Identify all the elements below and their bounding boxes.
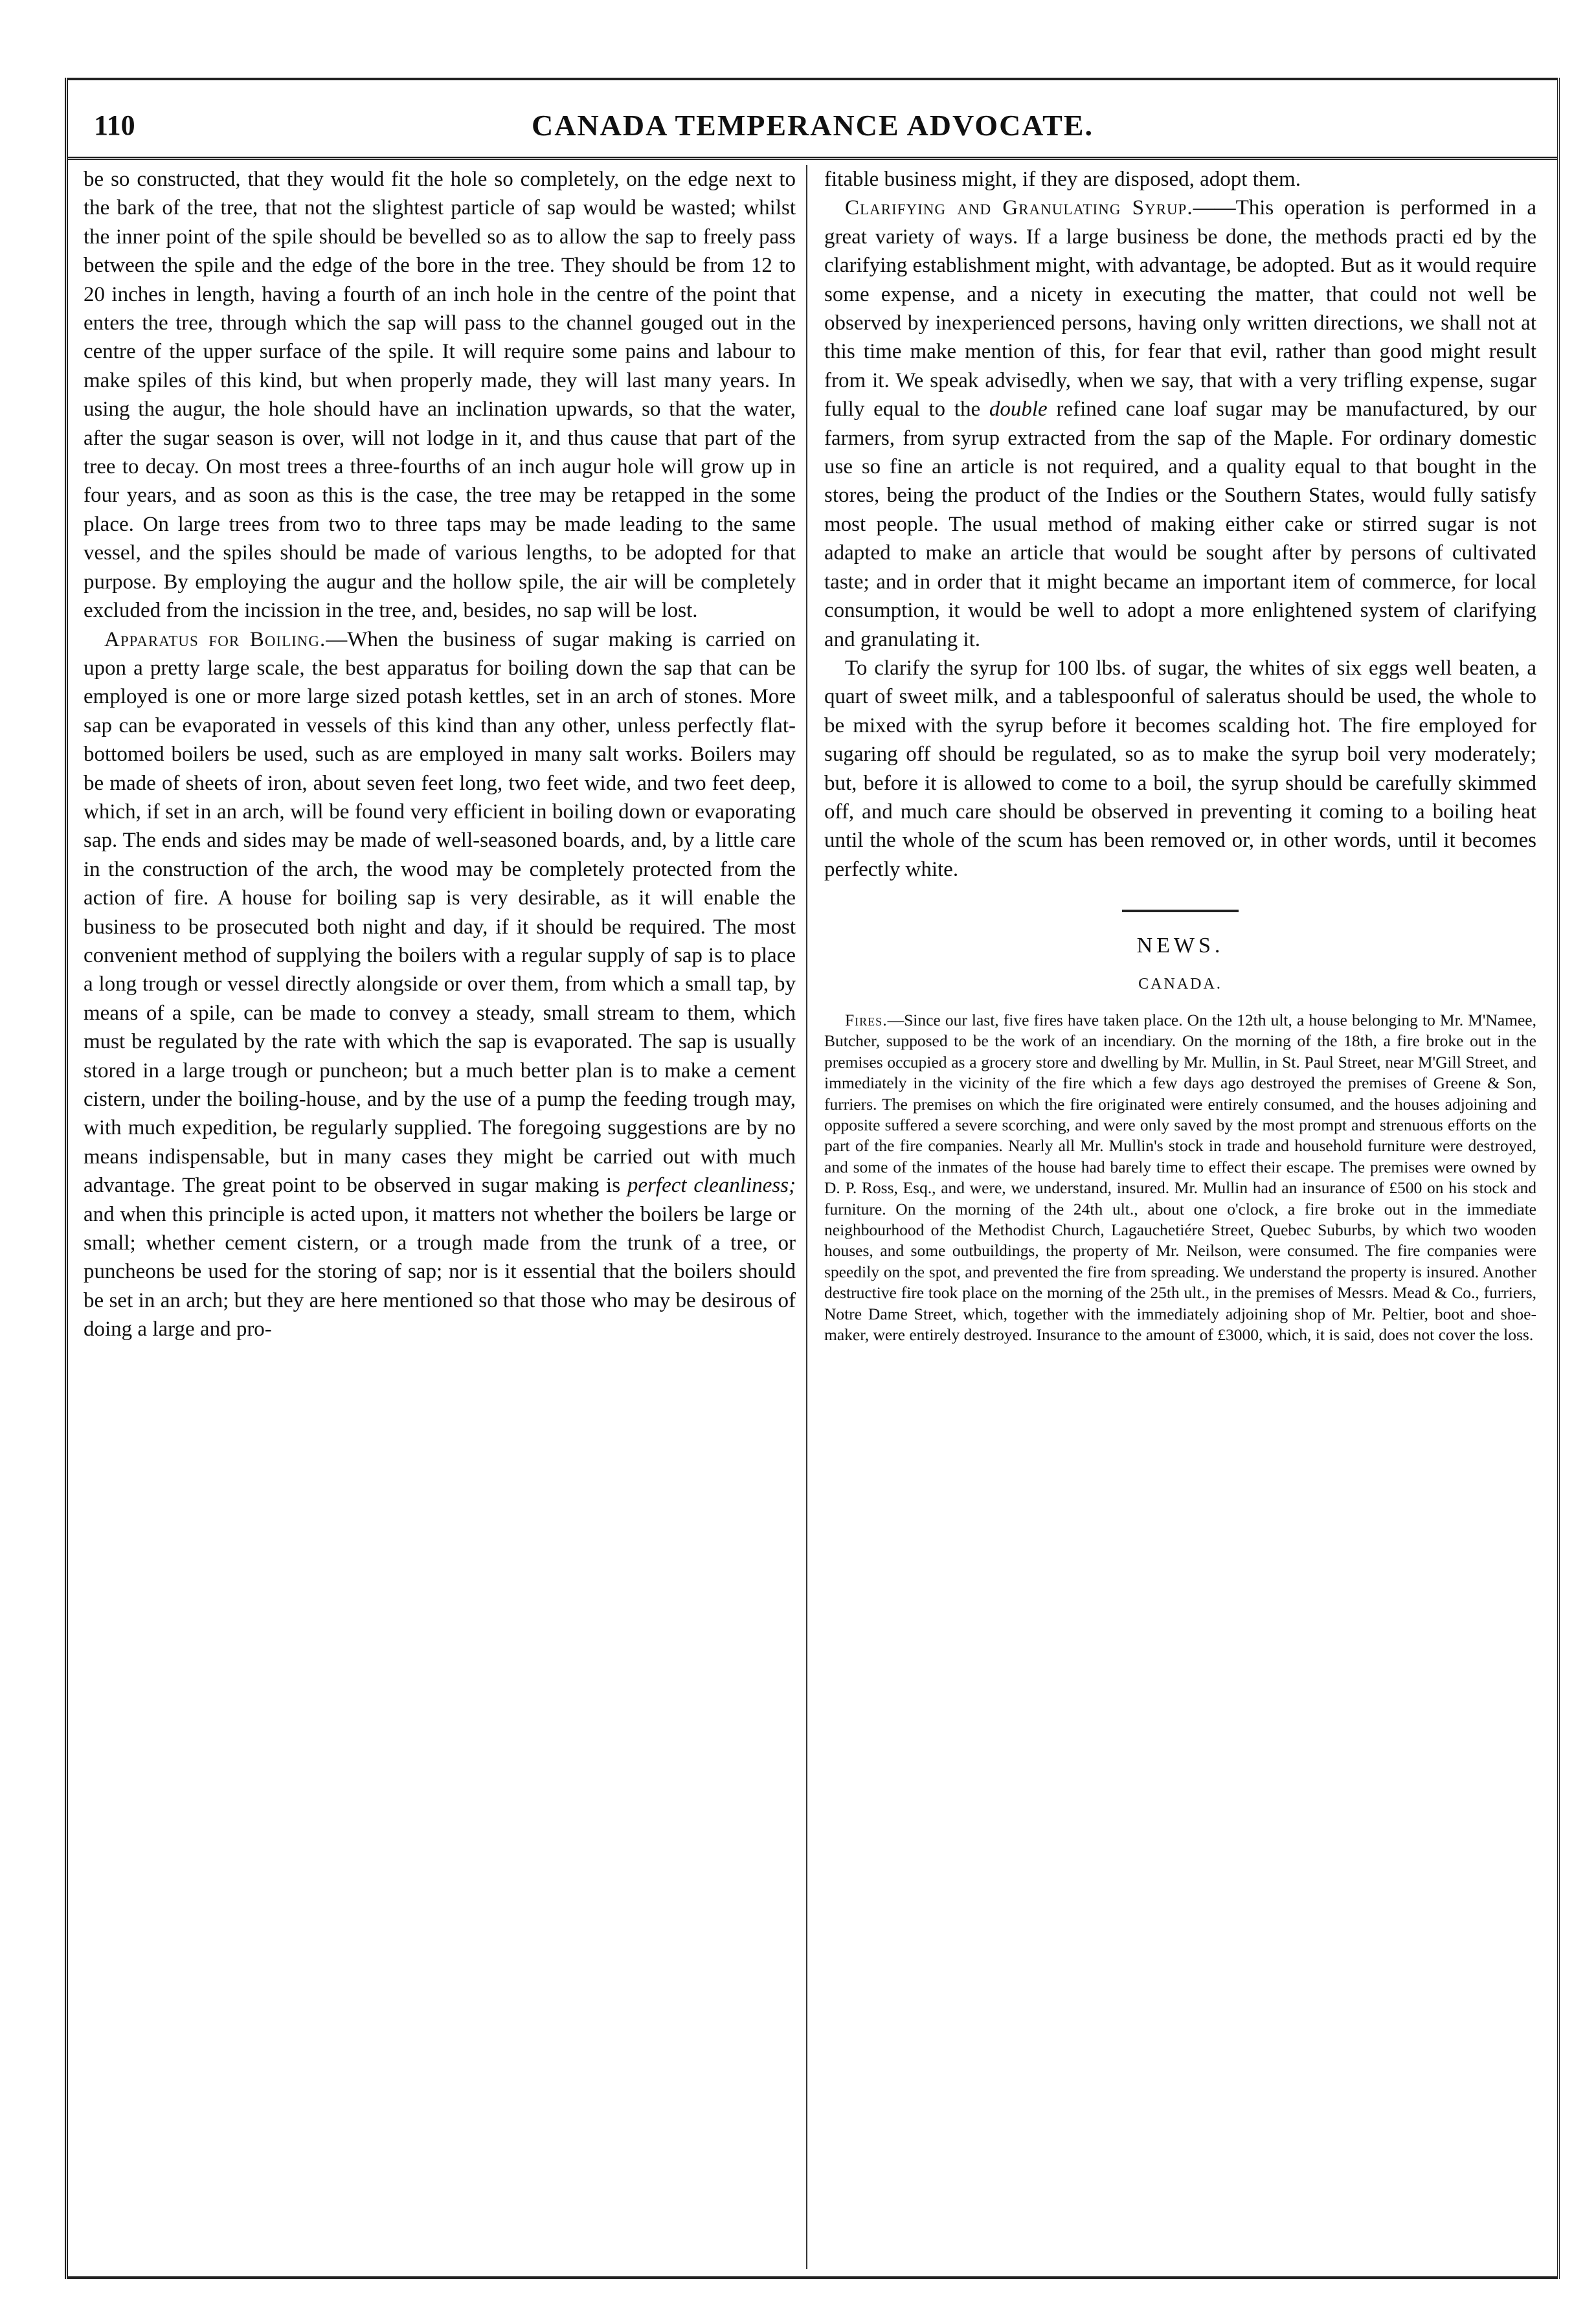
- journal-title: CANADA TEMPERANCE ADVOCATE.: [532, 108, 1094, 142]
- paragraph-text: ——This operation is performed in a great variety of ways. If a large business be done, the methods practi ed by the clarifying establishment might, with advantage, be adopted. But as it would require some expense, and a nicety in executing the matter, that could not well be observed by inexperienced persons, having only written directions, we shall not at this time make mention of this, for fear that evil, rather than good might result from it. We speak advisedly, when we say, that with a very trifling expense, sugar fully equal to the: [824, 196, 1536, 421]
- paragraph-clarify-recipe: [824, 654, 1536, 884]
- top-border-rule: [68, 78, 1557, 80]
- paragraph-text: —When the business of sugar making is carried on upon a pretty large scale, the best apparatus for boiling down the sap that can be employed is one or more large sized potash kettles, set in an arch of stones. More sap can be evaporated in vessels of this kind than any other, unless perfectly flat-bottomed boilers be used, such as are employed in many salt works. Boilers may be made of sheets of iron, about seven feet long, two feet wide, and two feet deep, which, if set in an arch, will be found very efficient in boiling down or evaporating sap. The ends and sides may be made of well-seasoned boards, and, by a little care in the construction of the arch, the wood may be completely protected from the action of fire. A house for boiling sap is very desirable, as it will enable the business to be prosecuted both night and day, if it should be required. The most convenient method of supplying the boilers with a regular supply of sap is to place a long trough or vessel directly alongside or over them, from which a small tap, by means of a spile, can be made to convey a steady, small stream to them, which must be regulated by the rate with which the sap is evaporated. The sap is usually stored in a large trough or puncheon; but a much better plan is to make a cement cistern, under the boiling-house, and by the use of a pump the feeding trough may, with much expedition, be regularly supplied. The foregoing suggestions are by no means indispensable, but in many cases they might be carried out with much advantage. The great point to be observed in sugar making is: [84, 627, 796, 1198]
- newspaper-page: [65, 78, 1560, 2279]
- news-article-fires: [824, 1010, 1536, 1346]
- section-divider-rule: [1122, 910, 1239, 912]
- bottom-border-rule: [68, 2276, 1557, 2279]
- news-item-text: —Since our last, five fires have taken place. On the 12th ult, a house belonging to Mr. M'Namee, Butcher, supposed to be the work of an incendiary. On the morning of the 18th, a fire broke out in the premises occupied as a grocery store and dwelling by Mr. Mullin, in St. Paul Street, near M'Gill Street, and immediately in the vicinity of the fire which a few days ago destroyed the premises of Greene & Son, furriers. The premises on which the fire originated were entirely consumed, and the houses adjoining and opposite suffered a severe scorching, and were only saved by the most prompt and strenuous efforts on the part of the fire companies. Nearly all Mr. Mullin's stock in trade and household furniture were destroyed, and some of the inmates of the house had barely time to effect their escape. The premises were owned by D. P. Ross, Esq., and were, we understand, insured. Mr. Mullin had an insurance of £500 on his stock and furniture. On the morning of the 24th ult., about one o'clock, a fire broke out in the immediate neighbourhood of the Methodist Church, Lagauchetiére Street, Quebec Suburbs, by which two wooden houses, and some outbuildings, the property of Mr. Neilson, were consumed. The fire companies were speedily on the spot, and prevented the fire from spreading. We understand the property is insured. Another destructive fire took place on the morning of the 25th ult., in the premises of Messrs. Mead & Co., furriers, Notre Dame Street, which, together with the immediately adjoining shop of Mr. Peltier, boot and shoe-maker, were entirely destroyed. Insurance to the amount of £3000, which, it is said, does not cover the loss.: [824, 1010, 1536, 1345]
- page-header: [94, 96, 1531, 154]
- news-item-heading: Fires.: [845, 1010, 888, 1029]
- left-column: [84, 165, 796, 1344]
- paragraph-clarifying: [824, 194, 1536, 654]
- paragraph-spiles: [84, 165, 796, 625]
- news-subheading: CANADA.: [1138, 975, 1222, 992]
- paragraph-apparatus: [84, 625, 796, 1344]
- section-heading-apparatus: Apparatus for Boiling.: [104, 627, 326, 651]
- page-number: 110: [94, 109, 135, 141]
- paragraph-continuation: [824, 165, 1536, 194]
- paragraph-text: and when this principle is acted upon, it matters not whether the boilers be large or small; whether cement cistern, or a trough made from the trunk of a tree, or puncheons be used for the storing of sap; nor is it essential that the boilers should be set in an arch; but they are here mentioned so that those who may be desirous of doing a large and pro-: [84, 1202, 796, 1341]
- emphasis-text: double: [989, 398, 1048, 421]
- paragraph-text: To clarify the syrup for 100 lbs. of sugar, the whites of six eggs well beaten, a quart of sweet milk, and a tablespoonful of saleratus should be used, the whole to be mixed with the syrup before it becomes scalding hot. The fire employed for sugaring off should be regulated, so as to make the syrup boil very moderately; but, before it is allowed to come to a boil, the syrup should be carefully skimmed off, and much care should be observed in preventing it coming to a boiling heat until the whole of the scum has been removed or, in other words, until it becomes perfectly white.: [824, 656, 1536, 881]
- paragraph-text: be so constructed, that they would fit the hole so completely, on the edge next to the bark of the tree, that not the slightest particle of sap would be wasted; whilst the inner point of the spile should be bevelled so as to allow the sap to freely pass between the spile and the edge of the bore in the tree. They should be from 12 to 20 inches in length, having a fourth of an inch hole in the centre of the point that enters the tree, through which the sap will pass to the channel gouged out in the centre of the upper surface of the spile. It will require some pains and labour to make spiles of this kind, but when properly made, they will last many years. In using the augur, the hole should have an inclination upwards, so that the water, after the sugar season is over, will not lodge in it, and thus cause that part of the tree to decay. On most trees a three-fourths of an inch augur hole will grow up in four years, and as soon as this is the case, the tree may be retapped in the some place. On large trees from two to three taps may be made leading to the same vessel, and the spiles should be made of various lengths, to be adopted for that purpose. By employing the augur and the hollow spile, the air will be completely excluded from the incission in the tree, and, besides, no sap will be lost.: [84, 168, 796, 623]
- section-heading-clarifying: Clarifying and Granulating Syrup.: [845, 196, 1193, 220]
- paragraph-text: refined cane loaf sugar may be manufactured, by our farmers, from syrup extracted from the sap of the Maple. For ordinary domestic use so fine an article is not required, and a quality equal to that bought in the stores, being the product of the Indies or the Southern States, would fully satisfy most people. The usual method of making either cake or stirred sugar is not adapted to make an article that would be sought after by persons of cultivated taste; and in order that it might became an important item of commerce, for local consumption, it would be well to adopt a more enlightened system of clarifying and granulating it.: [824, 398, 1536, 651]
- header-rule: [68, 157, 1557, 160]
- emphasis-text: perfect cleanliness;: [627, 1174, 796, 1198]
- column-divider: [806, 165, 807, 2269]
- paragraph-text: fitable business might, if they are disposed, adopt them.: [824, 168, 1301, 191]
- news-heading: NEWS.: [1136, 934, 1224, 958]
- right-column: [824, 165, 1536, 1345]
